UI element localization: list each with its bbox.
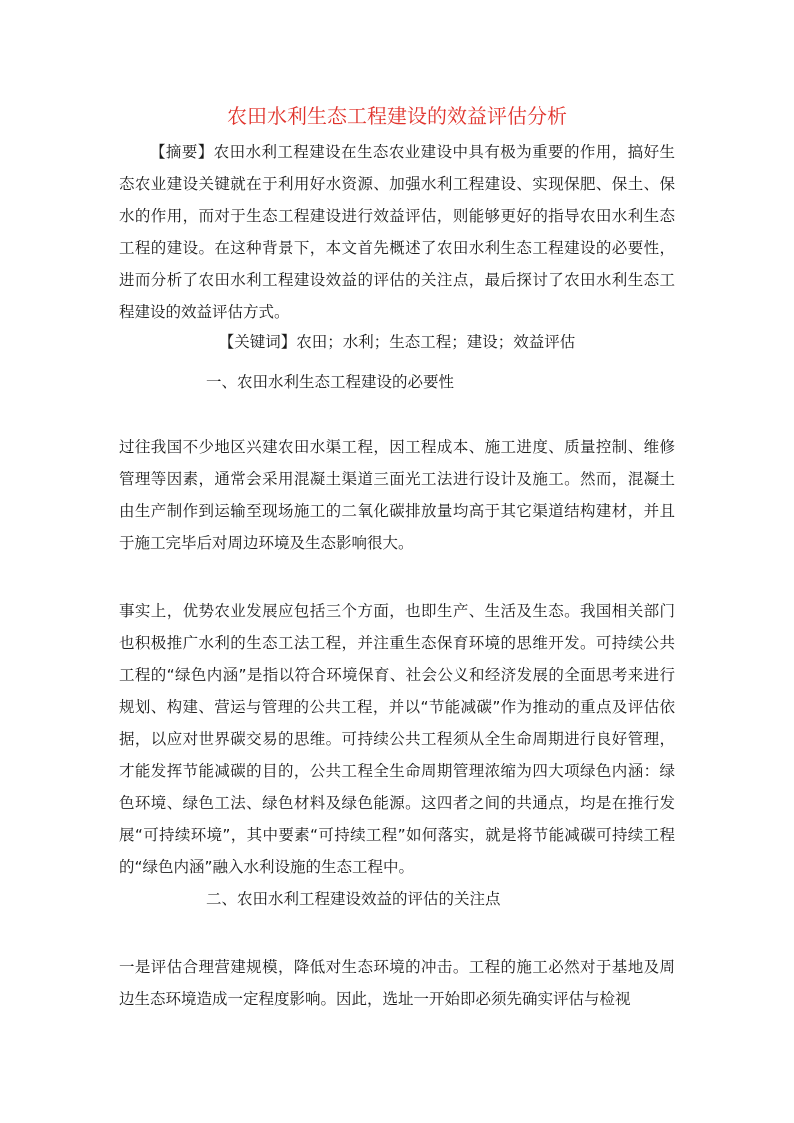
- abstract-paragraph: 【摘要】农田水利工程建设在生态农业建设中具有极为重要的作用，搞好生态农业建设关键就在于利用好水资源、加强水利工程建设、实现保肥、保土、保水的作用，而对于生态工程建设进行效益评估，则能够更好的指导农田水利生态工程的建设。在这种背景下，本文首先概述了农田水利生态工程建设的必要性，进而分析了农田水利工程建设效益的评估的关注点，最后探讨了农田水利生态工程建设的效益评估方式。: [119, 143, 675, 321]
- keywords-line: 【关键词】农田；水利；生态工程；建设；效益评估: [218, 333, 576, 351]
- section-heading-1: 一、农田水利生态工程建设的必要性: [206, 373, 455, 391]
- section2-paragraph-1: 一是评估合理营建规模，降低对生态环境的冲击。工程的施工必然对于基地及周边生态环境造成一定程度影响。因此，选址一开始即必须先确实评估与检视: [119, 958, 675, 1008]
- document-title: 农田水利生态工程建设的效益评估分析: [227, 104, 567, 128]
- section1-paragraph-2: 事实上，优势农业发展应包括三个方面，也即生产、生活及生态。我国相关部门也积极推广水利的生态工法工程，并注重生态保育环境的思维开发。可持续公共工程的“绿色内涵”是指以符合环境保育、社会公义和经济发展的全面思考来进行规划、构建、营运与管理的公共工程，并以“节能减碳”作为推动的重点及评估依据，以应对世界碳交易的思维。可持续公共工程须从全生命周期进行良好管理，才能发挥节能减碳的目的，公共工程全生命周期管理浓缩为四大项绿色内涵：绿色环境、绿色工法、绿色材料及绿色能源。这四者之间的共通点，均是在推行发展“可持续环境”，其中要素“可持续工程”如何落实，就是将节能减碳可持续工程的“绿色内涵”融入水利设施的生态工程中。: [119, 602, 675, 876]
- section-heading-2: 二、农田水利工程建设效益的评估的关注点: [206, 890, 501, 908]
- section1-paragraph-1: 过往我国不少地区兴建农田水渠工程，因工程成本、施工进度、质量控制、维修管理等因素，通常会采用混凝土渠道三面光工法进行设计及施工。然而，混凝土由生产制作到运输至现场施工的二氧化碳排放量均高于其它渠道结构建材，并且于施工完毕后对周边环境及生态影响很大。: [119, 438, 675, 552]
